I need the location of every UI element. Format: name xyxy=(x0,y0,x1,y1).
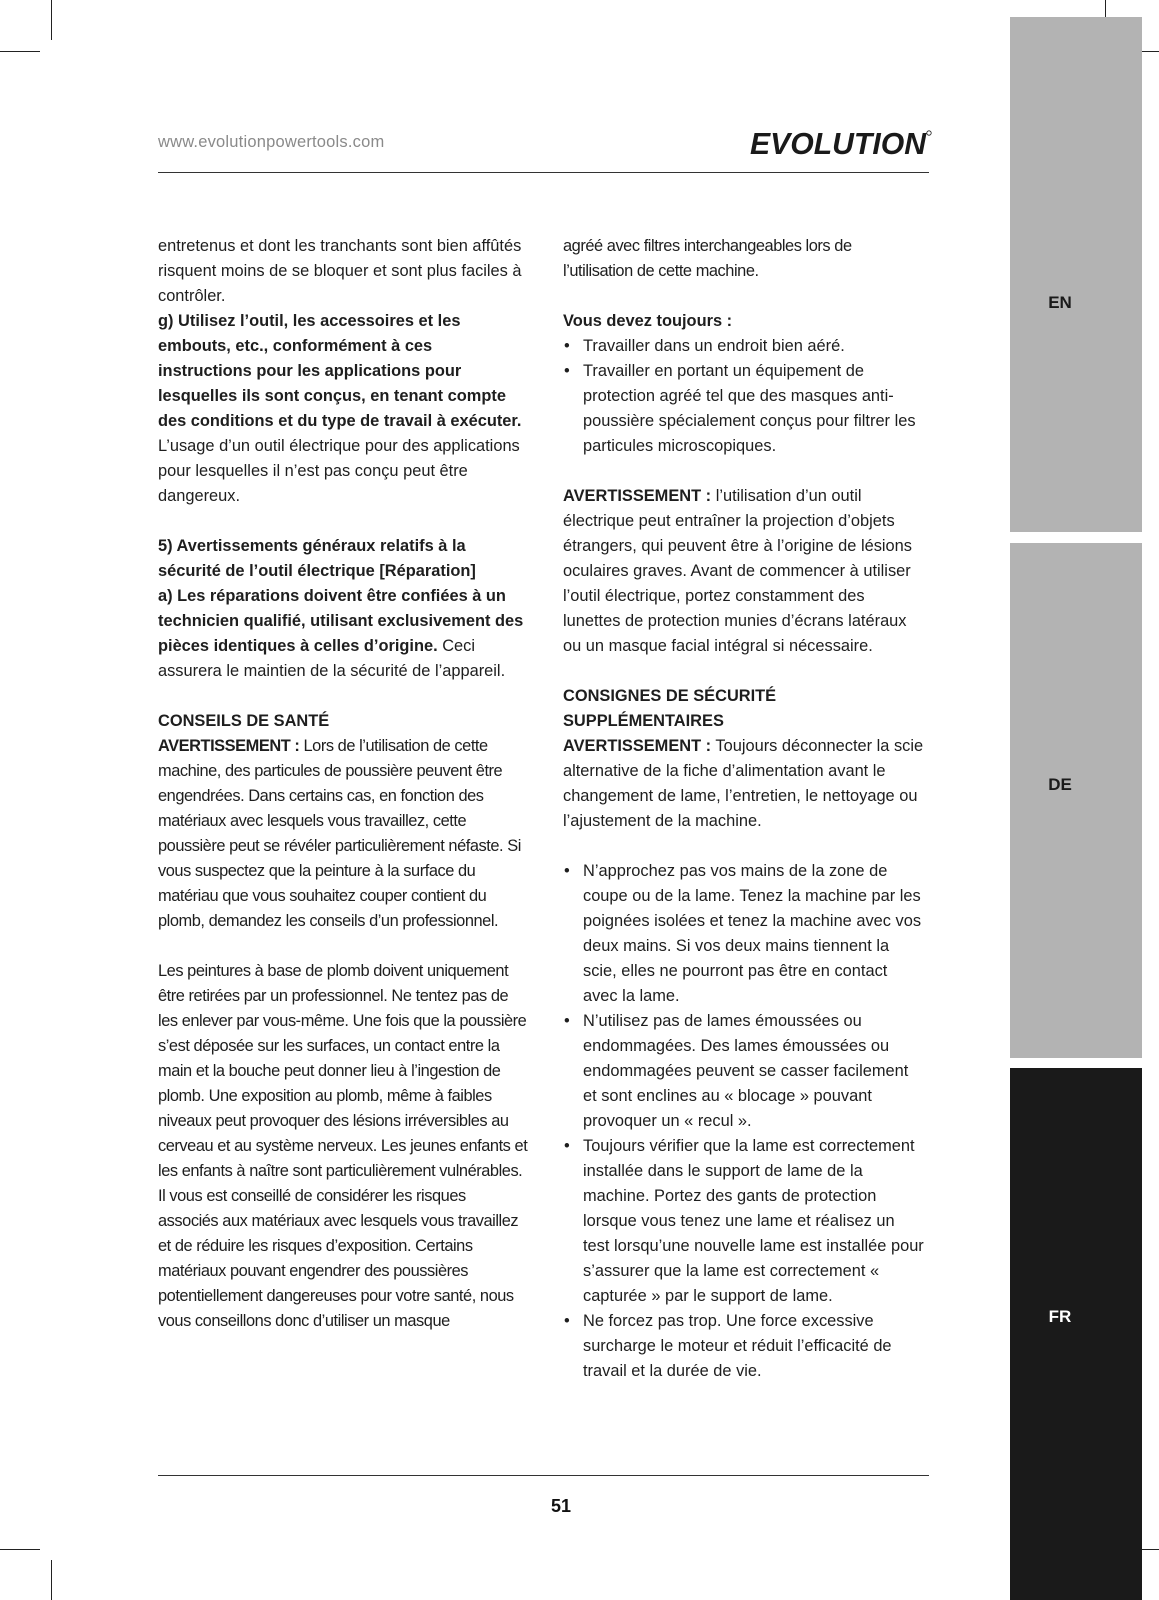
left-column xyxy=(158,234,528,1334)
crop-mark xyxy=(0,51,40,52)
list-item: • N’approchez pas vos mains de la zone de coupe ou de la lame. Tenez la machine par les poignées isolées et tenez la machine avec vos deux mains. Si vos deux mains tiennent la scie, elles ne pourront pas être en contact avec la lame. xyxy=(563,859,925,1009)
list-item: • N’utilisez pas de lames émoussées ou endommagées. Des lames émoussées ou endommagées peuvent se casser facilement et sont enclines au « blocage » pouvant provoquer un « recul ». xyxy=(563,1009,925,1134)
disconnect-warning xyxy=(563,734,925,834)
instruction-g-text: L’usage d’un outil électrique pour des applications pour lesquelles il n’est pas conçu peut être dangereux. xyxy=(158,437,520,505)
paragraph: agréé avec filtres interchangeables lors de l’utilisation de cette machine. xyxy=(563,237,852,280)
tab-de-label: DE xyxy=(1048,775,1072,794)
tab-fr-label: FR xyxy=(1048,1307,1072,1326)
always-heading: Vous devez toujours : xyxy=(563,312,733,330)
warning-label: AVERTISSEMENT : xyxy=(563,737,712,755)
warning-text: l’utilisation d’un outil électrique peut entraîner la projection d’objets étrangers, qui peuvent être à l’origine de lésions oculaires graves. Avant de commencer à utiliser l’outil électrique, portez constamment des lunettes de protection munies d’écrans latéraux ou un masque facial intégral si nécessaire. xyxy=(563,487,912,655)
instruction-a-bold: a) Les réparations doivent être confiées à un technicien qualifié, utilisant exclusivement des pièces identiques à celles d’origine. xyxy=(158,587,524,655)
tab-en-label: EN xyxy=(1048,293,1072,312)
crop-mark xyxy=(51,0,52,40)
tab-fr[interactable] xyxy=(1010,1068,1142,1600)
warning-label: AVERTISSEMENT : xyxy=(158,737,300,755)
list-item: • Ne forcez pas trop. Une force excessive surcharge le moteur et réduit l’efficacité de travail et la durée de vie. xyxy=(563,1309,925,1384)
health-warning xyxy=(158,734,528,934)
header-rule xyxy=(158,172,929,173)
footer-rule xyxy=(158,1475,929,1476)
crop-mark xyxy=(0,1549,40,1550)
paragraph: entretenus et dont les tranchants sont bien affûtés risquent moins de se bloquer et sont plus faciles à contrôler. xyxy=(158,237,522,305)
extra-safety-heading: CONSIGNES DE SÉCURITÉ SUPPLÉMENTAIRES xyxy=(563,687,777,730)
list-item: • Travailler en portant un équipement de protection agréé tel que des masques anti-poussière spécialement conçus pour filtrer les particules microscopiques. xyxy=(563,359,925,459)
warning-text: Lors de l’utilisation de cette machine, des particules de poussière peuvent être engendrées. Dans certains cas, en fonction des matériaux avec lesquels vous travaillez, cette poussière peut se révéler particulièrement néfaste. Si vous suspectez que la peinture à la surface du matériau que vous souhaitez couper contient du plomb, demandez les conseils d’un professionnel. xyxy=(158,737,521,930)
lead-paint-paragraph: Les peintures à base de plomb doivent uniquement être retirées par un professionnel. Ne tentez pas de les enlever par vous-même. Une fois que la poussière s’est déposée sur les surfaces, un contact entre la main et la bouche peut donner lieu à l’ingestion de plomb. Une exposition au plomb, même à faibles niveaux peut provoquer des lésions irréversibles au cerveau et au système nerveux. Les jeunes enfants et les enfants à naître sont particulièrement vulnérables. Il vous est conseillé de considérer les risques associés aux matériaux avec lesquels vous travaillez et de réduire les risques d’exposition. Certains matériaux pouvant engendrer des poussières potentiellement dangereuses pour votre santé, nous vous conseillons donc d’utiliser un masque xyxy=(158,962,528,1330)
right-column xyxy=(563,234,925,1384)
svg-text:EVOLUTION: EVOLUTION xyxy=(750,126,927,161)
list-item: • Travailler dans un endroit bien aéré. xyxy=(563,334,925,359)
health-heading: CONSEILS DE SANTÉ xyxy=(158,712,330,730)
tab-de[interactable] xyxy=(1010,543,1142,1058)
warning-text: Toujours déconnecter la scie alternative de la fiche d’alimentation avant le changement de lame, l’entretien, le nettoyage ou l’ajustement de la machine. xyxy=(563,737,924,830)
instruction-a-text: Ceci assurera le maintien de la sécurité de l’appareil. xyxy=(158,637,506,680)
instruction-g-bold: g) Utilisez l’outil, les accessoires et les embouts, etc., conformément à ces instructions pour les applications pour lesquelles ils sont conçus, en tenant compte des conditions et du type de travail à exécuter. xyxy=(158,312,522,430)
tab-en[interactable] xyxy=(1010,17,1142,532)
safety-list xyxy=(563,859,925,1384)
always-list xyxy=(563,334,925,459)
eye-warning xyxy=(563,484,925,659)
list-item: • Toujours vérifier que la lame est correctement installée dans le support de lame de la machine. Portez des gants de protection lorsque vous tenez une lame et réalisez un test lorsqu’une nouvelle lame est installée pour s’assurer que la lame est correctement « capturée » par le support de lame. xyxy=(563,1134,925,1309)
section-5-heading: 5) Avertissements généraux relatifs à la sécurité de l’outil électrique [Réparation] xyxy=(158,537,476,580)
page-number: 51 xyxy=(550,1496,572,1516)
paragraph-a xyxy=(158,584,528,684)
warning-label: AVERTISSEMENT : xyxy=(563,487,712,505)
website-url: www.evolutionpowertools.com xyxy=(158,133,385,151)
evolution-logo xyxy=(750,125,932,161)
crop-mark xyxy=(51,1560,52,1600)
paragraph-g xyxy=(158,309,528,509)
